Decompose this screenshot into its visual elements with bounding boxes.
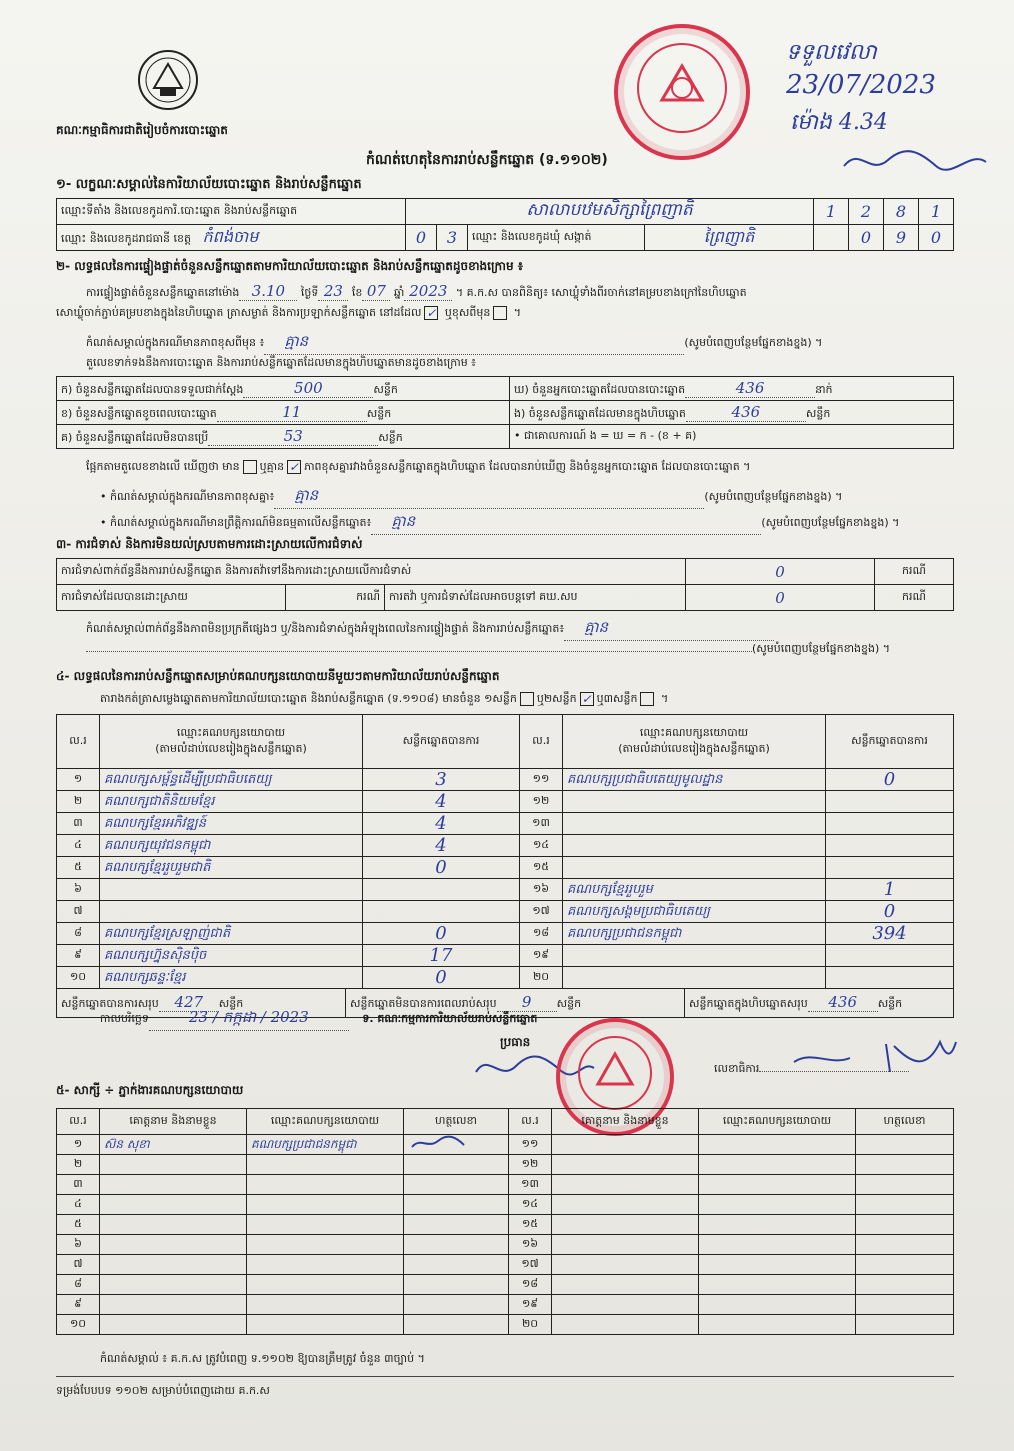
witness-party	[247, 1275, 404, 1295]
row-no: ៦	[57, 879, 100, 901]
vote-count: 0	[826, 769, 954, 791]
province-value: កំពង់ចាម	[202, 226, 259, 246]
signature-date-value: 23 / កក្កដា / 2023	[149, 1008, 349, 1031]
witness-row	[57, 1135, 954, 1155]
party-name	[563, 835, 826, 857]
witness-header	[57, 1109, 954, 1135]
result-row	[57, 791, 954, 813]
col-no: ល.រ	[57, 715, 100, 769]
witness-party	[699, 1215, 856, 1235]
witness-row	[57, 1195, 954, 1215]
witness-signature	[404, 1155, 509, 1175]
receiver-signature	[840, 142, 990, 180]
party-name: គណបក្សខ្មែរអភិវឌ្ឍន៍	[100, 813, 363, 835]
secretary-line: លេខាធិការ	[714, 1062, 909, 1078]
witness-name	[100, 1315, 247, 1335]
witness-signature	[856, 1295, 954, 1315]
witness-row	[57, 1215, 954, 1235]
row-no: ១១	[520, 769, 563, 791]
figures-row: ខ) ចំនួនសន្លឹកឆ្នោតខូចពេលបោះឆ្នោត 11 សន្លឹក ង) ចំនួនសន្លឹកឆ្នោតដែលមានក្នុងហិបឆ្នោត 436 សន្លឹក	[57, 401, 954, 425]
party-name: គណបក្សខ្មែររួបរួម	[563, 879, 826, 901]
row-no: ១២	[509, 1155, 552, 1175]
witness-signature	[404, 1175, 509, 1195]
witness-signature	[404, 1315, 509, 1335]
witness-signature	[404, 1135, 509, 1155]
commune-value: ព្រៃញាតិ	[645, 225, 814, 251]
party-name	[563, 791, 826, 813]
party-name: គណបក្សសង្គមប្រជាធិបតេយ្យ	[563, 901, 826, 923]
result-row	[57, 879, 954, 901]
tally-sheet-line: តារាងកត់ត្រាសម្លេងឆ្នោតតាមការិយាល័យបោះឆ្នោត និងរាប់សន្លឹកឆ្នោត (ទ.១១០៨) មានចំនួន ១សន្លឹក ឬ២សន្លឹក ✓ ឬ៣សន្លឹក ។	[100, 692, 669, 706]
witness-signature	[856, 1175, 954, 1195]
witness-party	[247, 1255, 404, 1275]
witness-party	[247, 1215, 404, 1235]
party-name: គណបក្សហ្វ៊ុនស៊ិនប៉ិច	[100, 945, 363, 967]
vote-count: 3	[363, 769, 520, 791]
witness-name	[552, 1235, 699, 1255]
results-totals: សន្លឹកឆ្នោតបានការសរុប 427 សន្លឹក សន្លឹកឆ្នោតមិនបានការពេលរាប់សរុប 9 សន្លឹក សន្លឹកឆ្នោតក្នុងហិបឆ្នោតសរុប 436 សន្លឹក	[57, 989, 954, 1018]
footnote: កំណត់សម្គាល់ ៖ គ.ក.ស ត្រូវបំពេញ ទ.១១០២ ឱ្យបានត្រឹមត្រូវ ចំនួន ៣ច្បាប់ ។	[100, 1352, 425, 1365]
col-party: ឈ្មោះគណបក្សនយោបាយ	[247, 1109, 404, 1135]
received-label: ទទួលវេលា	[786, 40, 877, 65]
witness-name	[552, 1155, 699, 1175]
witness-party	[247, 1175, 404, 1195]
two-sheets-checkbox: ✓	[581, 692, 592, 706]
party-name	[563, 945, 826, 967]
witness-name	[552, 1315, 699, 1335]
resolved-unit: ករណី	[286, 585, 385, 611]
verification-line-1: ការផ្ទៀងផ្ទាត់ចំនួនសន្លឹកឆ្នោតនៅម៉ោង 3.10 ថ្ងៃទី 23 ខែ 07 ឆ្នាំ 2023 ។ គ.ក.ស បានពិនិត្យ៖ សោឃ្លុំទាំងពីរចាក់នៅគម្របខាងក្រៅនៃហិបឆ្នោត	[86, 282, 747, 300]
commune-code-blank	[814, 225, 849, 251]
unused-ballots-value: 53	[208, 427, 378, 446]
witness-name: ស៊ន សុខា	[100, 1135, 247, 1155]
province-code-digit: 0	[406, 225, 437, 251]
party-name: គណបក្សប្រជាធិបតេយ្យមូលដ្ឋាន	[563, 769, 826, 791]
vote-count: 4	[363, 791, 520, 813]
witness-party	[699, 1135, 856, 1155]
witness-row	[57, 1295, 954, 1315]
party-name: គណបក្សសម្ព័ន្ធដើម្បីប្រជាធិបតេយ្យ	[100, 769, 363, 791]
row-no: ១៣	[520, 813, 563, 835]
row-no: ៥	[57, 857, 100, 879]
voters-value: 436	[685, 379, 815, 398]
one-sheet-checkbox	[520, 692, 534, 706]
row-no: ៤	[57, 1195, 100, 1215]
row-no: ១៩	[509, 1295, 552, 1315]
spoiled-ballots-value: 11	[217, 403, 367, 422]
commune-code-digit: 0	[919, 225, 954, 251]
witness-party	[699, 1315, 856, 1335]
section5-heading: ៥- សាក្សី ÷ ភ្នាក់ងារគណបក្សនយោបាយ	[56, 1083, 244, 1097]
station-code-digit: 8	[884, 199, 919, 225]
different-checkbox	[493, 306, 507, 320]
row-no: ២០	[509, 1315, 552, 1335]
witness-name	[552, 1175, 699, 1195]
row-no: ៩	[57, 1295, 100, 1315]
has-difference-checkbox	[243, 460, 257, 474]
result-row	[57, 835, 954, 857]
result-row	[57, 967, 954, 989]
row-no: ១៥	[520, 857, 563, 879]
row-no: ១១	[509, 1135, 552, 1155]
row-no: ១៧	[509, 1255, 552, 1275]
official-stamp-top	[614, 24, 750, 160]
difference-note-line: កំណត់សម្គាល់ក្នុងករណីមានភាពខុសពីមុន ៖ គ្មាន (សូមបំពេញបន្ថែមផ្នែកខាងខ្នង) ។	[86, 332, 822, 355]
figures-table	[56, 376, 954, 449]
vote-count: 17	[363, 945, 520, 967]
results-table	[56, 714, 954, 1018]
witness-signature	[404, 1275, 509, 1295]
witness-signature	[404, 1235, 509, 1255]
form-reference: ទម្រង់បែបបទ ១១០២ សម្រាប់បំពេញដោយ គ.ក.ស	[56, 1384, 270, 1397]
complaints-label: ការជំទាស់ពាក់ព័ន្ធនឹងការរាប់សន្លឹកឆ្នោត និងការតវ៉ាទៅនឹងការដោះស្រាយលើការជំទាស់	[57, 559, 686, 585]
row-no: ១០	[57, 967, 100, 989]
witness-signature	[856, 1255, 954, 1275]
witness-signature	[856, 1195, 954, 1215]
row-no: ៧	[57, 901, 100, 923]
total-invalid-value: 9	[497, 993, 557, 1012]
total-valid-value: 427	[159, 993, 219, 1012]
witness-name	[100, 1155, 247, 1175]
witness-party	[247, 1195, 404, 1215]
complaints-table	[56, 558, 954, 611]
witness-row	[57, 1255, 954, 1275]
row-no: ២០	[520, 967, 563, 989]
row-no: ១៩	[520, 945, 563, 967]
witness-name	[100, 1295, 247, 1315]
witness-party	[699, 1275, 856, 1295]
col-sign: ហត្ថលេខា	[404, 1109, 509, 1135]
row-no: ៦	[57, 1235, 100, 1255]
witness-party	[247, 1235, 404, 1255]
witness-row	[57, 1275, 954, 1295]
difference-check-line: ផ្អែកតាមតួលេខខាងលើ ឃើញថា មាន ឬគ្មាន ✓ ភាពខុសគ្នារវាងចំនួនសន្លឹកឆ្នោតក្នុងហិបឆ្នោត ដែលបានរាប់ឃើញ និងចំនួនអ្នកបោះឆ្នោត ដែលបានបោះឆ្នោត ។	[86, 460, 751, 474]
total-in-box-value: 436	[808, 993, 878, 1012]
row-no: ១៨	[520, 923, 563, 945]
row-no: ១៦	[520, 879, 563, 901]
no-difference-checkbox: ✓	[289, 460, 300, 474]
witness-party	[247, 1155, 404, 1175]
province-code-digit: 3	[437, 225, 468, 251]
row-no: ៨	[57, 923, 100, 945]
vote-count: 1	[826, 879, 954, 901]
row-no: ១៦	[509, 1235, 552, 1255]
witness-signature	[404, 1215, 509, 1235]
row-no: ៨	[57, 1275, 100, 1295]
formula-text: • ជាគោលការណ៍ ង = ឃ = ក - (ខ + គ)	[510, 425, 954, 449]
vote-count	[363, 879, 520, 901]
nec-emblem-icon	[136, 48, 200, 112]
vote-count	[826, 835, 954, 857]
row-no: ១	[57, 769, 100, 791]
form-title: កំណត់ហេតុនៃការរាប់សន្លឹកឆ្នោត (ទ.១១០២)	[366, 152, 608, 168]
witness-party	[699, 1195, 856, 1215]
row-no: ១៤	[520, 835, 563, 857]
party-name: គណបក្សខ្មែររួបរួមជាតិ	[100, 857, 363, 879]
col-party: ឈ្មោះគណបក្សនយោបាយ	[699, 1109, 856, 1135]
witness-row	[57, 1175, 954, 1195]
received-date: 23/07/2023	[786, 70, 936, 100]
appeal-label: ការតវ៉ា ឬការជំទាស់ដែលអាចបន្តទៅ គឃ.សប	[385, 585, 686, 611]
vote-count	[363, 901, 520, 923]
row-no: ១៨	[509, 1275, 552, 1295]
section4-heading: ៤- លទ្ធផលនៃការរាប់សន្លឹកឆ្នោតសម្រាប់គណបក្សនយោបាយនីមួយៗតាមការិយាល័យរាប់សន្លឹកឆ្នោត	[56, 669, 500, 683]
party-name: គណបក្សខ្មែរស្រឡាញ់ជាតិ	[100, 923, 363, 945]
col-no: ល.រ	[520, 715, 563, 769]
vote-count: 0	[826, 901, 954, 923]
witness-name	[100, 1235, 247, 1255]
vote-count	[826, 813, 954, 835]
witness-party	[247, 1315, 404, 1335]
row-no: ១០	[57, 1315, 100, 1335]
irregularity-note-value: គ្មាន	[564, 618, 774, 641]
witness-row	[57, 1155, 954, 1175]
party-name: គណបក្សឆន្ទៈខ្មែរ	[100, 967, 363, 989]
witness-signature	[404, 1195, 509, 1215]
section1-heading: ១- លក្ខណៈសម្គាល់នៃការិយាល័យបោះឆ្នោត និងរាប់សន្លឹកឆ្នោត	[56, 177, 362, 192]
result-row	[57, 857, 954, 879]
station-code-digit: 1	[919, 199, 954, 225]
verification-line-2: សោឃ្លុំចាក់ភ្ជាប់គម្របខាងក្នុងនៃហិបឆ្នោត ត្រាសម្ងាត់ និងការប្រឡាក់សន្លឹកឆ្នោត នៅដដែល ✓ ឬខុសពីមុន ។	[56, 306, 522, 320]
witness-name	[552, 1255, 699, 1275]
row-no: ១៤	[509, 1195, 552, 1215]
complaints-unit: ករណី	[875, 559, 954, 585]
witness-name	[100, 1175, 247, 1195]
verify-year: 2023	[404, 282, 452, 301]
witness-name	[552, 1215, 699, 1235]
result-row	[57, 813, 954, 835]
witness-party: គណបក្សប្រជាជនកម្ពុជា	[247, 1135, 404, 1155]
party-name	[100, 901, 363, 923]
station-value: សាលាបឋមសិក្សាព្រៃញាតិ	[406, 199, 814, 225]
col-sign: ហត្ថលេខា	[856, 1109, 954, 1135]
witness-name	[552, 1195, 699, 1215]
row-no: ១៣	[509, 1175, 552, 1195]
col-votes: សន្លឹកឆ្នោតបានការ	[826, 715, 954, 769]
witness-signature	[404, 1295, 509, 1315]
vote-count: 0	[363, 923, 520, 945]
received-time: ម៉ោង 4.34	[790, 110, 888, 135]
witness-party	[699, 1155, 856, 1175]
resolved-label: ការជំទាស់ដែលបានដោះស្រាយ	[57, 585, 286, 611]
vote-count	[826, 791, 954, 813]
witness-name	[100, 1215, 247, 1235]
province-label: ឈ្មោះ និងលេខកូដរាជធានី ខេត្ត កំពង់ចាម	[57, 225, 406, 251]
three-sheets-checkbox	[640, 692, 654, 706]
row-no: ១៥	[509, 1215, 552, 1235]
station-code-digit: 1	[814, 199, 849, 225]
signature-date-line: កាលបរិច្ឆេទ 23 / កក្កដា / 2023 ទ. គណៈកម្មការការិយាល័យរាប់សន្លឹកឆ្នោត	[100, 1008, 537, 1031]
witness-signature	[856, 1155, 954, 1175]
vote-count	[826, 967, 954, 989]
witness-table	[56, 1108, 954, 1335]
chair-label: ប្រធាន	[500, 1035, 531, 1049]
witness-party	[699, 1175, 856, 1195]
witness-name	[552, 1135, 699, 1155]
col-name: គោត្តនាម និងនាមខ្លួន	[100, 1109, 247, 1135]
row-no: ៣	[57, 813, 100, 835]
witness-signature	[856, 1275, 954, 1295]
witness-signature	[856, 1315, 954, 1335]
witness-signature	[404, 1255, 509, 1275]
station-code-digit: 2	[849, 199, 884, 225]
difference-remark-value: គ្មាន	[274, 486, 704, 509]
irregularity-remark-value: គ្មាន	[371, 512, 761, 535]
same-checkbox: ✓	[426, 306, 437, 320]
verify-month: 07	[362, 282, 390, 301]
row-no: ៤	[57, 835, 100, 857]
row-no: ៣	[57, 1175, 100, 1195]
verify-time: 3.10	[239, 282, 297, 301]
result-row	[57, 945, 954, 967]
witness-name	[100, 1255, 247, 1275]
figures-intro: តួលេខទាក់ទងនឹងការបោះឆ្នោត និងការរាប់សន្លឹកឆ្នោតដែលមានក្នុងហិបឆ្នោតមានដូចខាងក្រោម ៖	[86, 356, 477, 369]
party-name	[563, 813, 826, 835]
commune-code-digit: 9	[884, 225, 919, 251]
row-no: ១៧	[520, 901, 563, 923]
figures-row: ក) ចំនួនសន្លឹកឆ្នោតដែលបានទទួលជាក់ស្តែង 500 សន្លឹក ឃ) ចំនួនអ្នកបោះឆ្នោតដែលបានបោះឆ្នោត 436 នាក់	[57, 377, 954, 401]
row-no: ២	[57, 791, 100, 813]
party-name	[563, 967, 826, 989]
verify-day: 23	[318, 282, 348, 301]
col-votes: សន្លឹកឆ្នោតបានការ	[363, 715, 520, 769]
complaints-value: 0	[686, 559, 875, 585]
received-ballots-value: 500	[243, 379, 373, 398]
witness-party	[247, 1295, 404, 1315]
figures-row: គ) ចំនួនសន្លឹកឆ្នោតដែលមិនបានប្រើ 53 សន្លឹក • ជាគោលការណ៍ ង = ឃ = ក - (ខ + គ)	[57, 425, 954, 449]
station-table	[56, 198, 954, 251]
witness-party	[699, 1295, 856, 1315]
difference-remark-line: • កំណត់សម្គាល់ក្នុងករណីមានភាពខុសគ្នា៖ គ្មាន (សូមបំពេញបន្ថែមផ្នែកខាងខ្នង) ។	[100, 486, 842, 509]
col-no: ល.រ	[509, 1109, 552, 1135]
vote-count: 394	[826, 923, 954, 945]
row-no: ១២	[520, 791, 563, 813]
results-header	[57, 715, 954, 769]
col-name: គោត្តនាម និងនាមខ្លួន	[552, 1109, 699, 1135]
appeal-value: 0	[686, 585, 875, 611]
party-name: គណបក្សយុវជនកម្ពុជា	[100, 835, 363, 857]
commune-label: ឈ្មោះ និងលេខកូដឃុំ សង្កាត់	[468, 225, 645, 251]
row-no: ៧	[57, 1255, 100, 1275]
party-name: គណបក្សជាតិនិយមខ្មែរ	[100, 791, 363, 813]
col-no: ល.រ	[57, 1109, 100, 1135]
witness-party	[699, 1235, 856, 1255]
secretary-signature	[790, 1032, 960, 1076]
difference-note-value: គ្មាន	[264, 332, 684, 355]
committee-name: គណៈកម្មាធិការជាតិរៀបចំការបោះឆ្នោត	[56, 123, 228, 137]
result-row	[57, 923, 954, 945]
row-no: ៥	[57, 1215, 100, 1235]
result-row	[57, 769, 954, 791]
appeal-unit: ករណី	[875, 585, 954, 611]
col-party: ឈ្មោះគណបក្សនយោបាយ (តាមលំដាប់លេខរៀងក្នុងសន្លឹកឆ្នោត)	[100, 715, 363, 769]
witness-name	[552, 1275, 699, 1295]
witness-signature	[856, 1235, 954, 1255]
vote-count: 4	[363, 835, 520, 857]
commune-code-digit: 0	[849, 225, 884, 251]
result-row	[57, 901, 954, 923]
witness-row	[57, 1235, 954, 1255]
party-name	[100, 879, 363, 901]
witness-signature	[856, 1215, 954, 1235]
vote-count: 0	[363, 967, 520, 989]
witness-name	[100, 1275, 247, 1295]
section2-heading: ២- លទ្ធផលនៃការផ្ទៀងផ្ទាត់ចំនួនសន្លឹកឆ្នោតតាមការិយាល័យបោះឆ្នោត និងរាប់សន្លឹកឆ្នោតដូចខាងក្រោម ៖	[56, 259, 524, 273]
footer-divider	[56, 1376, 954, 1377]
ballots-in-box-value: 436	[686, 403, 806, 422]
row-no: ៩	[57, 945, 100, 967]
witness-name	[100, 1195, 247, 1215]
section3-heading: ៣- ការជំទាស់ និងការមិនយល់ស្របតាមការដោះស្រាយលើការជំទាស់	[56, 537, 363, 551]
col-party: ឈ្មោះគណបក្សនយោបាយ (តាមលំដាប់លេខរៀងក្នុងសន្លឹកឆ្នោត)	[563, 715, 826, 769]
vote-count: 0	[363, 857, 520, 879]
row-no: ២	[57, 1155, 100, 1175]
witness-row	[57, 1315, 954, 1335]
row-no: ១	[57, 1135, 100, 1155]
vote-count	[826, 945, 954, 967]
irregularity-note-line: កំណត់សម្គាល់ពាក់ព័ន្ធនឹងភាពមិនប្រក្រតីផ្សេងៗ ឬ/និងការជំទាស់ក្នុងអំឡុងពេលនៃការផ្ទៀងផ្ទាត់ និងការរាប់សន្លឹកឆ្នោត៖ គ្មាន	[86, 618, 774, 641]
witness-signature	[856, 1135, 954, 1155]
vote-count	[826, 857, 954, 879]
irregularity-remark-line: • កំណត់សម្គាល់ក្នុងករណីមានព្រឹត្តិការណ៍មិនធម្មតាលើសន្លឹកឆ្នោត៖ គ្មាន (សូមបំពេញបន្ថែមផ្នែកខាងខ្នង) ។	[100, 512, 899, 535]
station-label: ឈ្មោះទីតាំង និងលេខកូដការិ.បោះឆ្នោត និងរាប់សន្លឹកឆ្នោត	[57, 199, 406, 225]
party-name: គណបក្សប្រជាជនកម្ពុជា	[563, 923, 826, 945]
witness-name	[552, 1295, 699, 1315]
party-name	[563, 857, 826, 879]
vote-count: 4	[363, 813, 520, 835]
witness-party	[699, 1255, 856, 1275]
irregularity-note-continuation: (សូមបំពេញបន្ថែមផ្នែកខាងខ្នង) ។	[86, 642, 890, 658]
